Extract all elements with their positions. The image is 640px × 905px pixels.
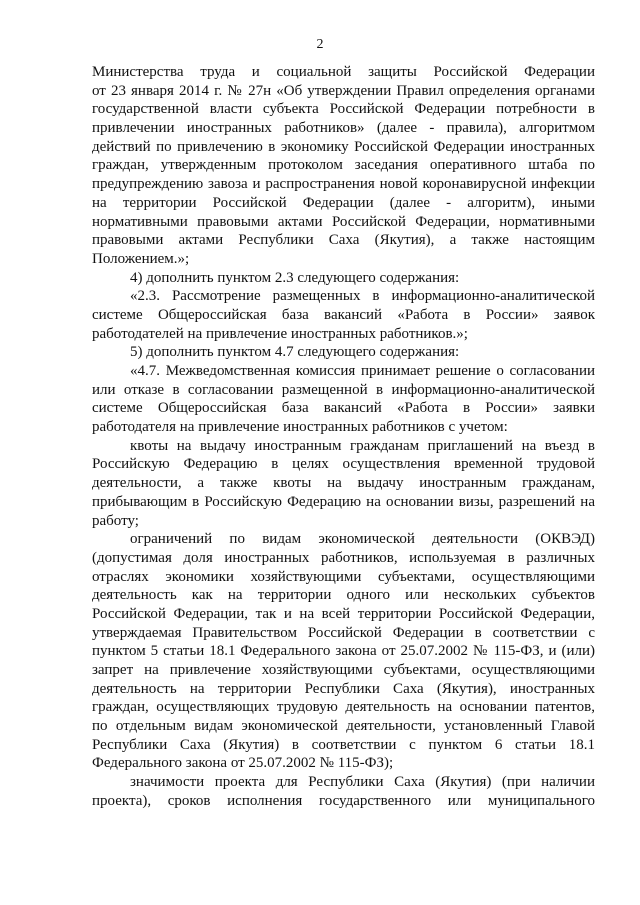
text-line: отраслях экономики хозяйствующими субъектами, осуществляющими (92, 568, 595, 585)
text-line: пунктом 5 статьи 18.1 Федерального закона от 25.07.2002 № 115-ФЗ, и (или) (92, 643, 595, 660)
text-line: квоты на выдачу иностранным гражданам приглашений на въезд в (130, 437, 595, 454)
text-line: от 23 января 2014 г. № 27н «Об утверждении Правил определения органами (92, 82, 595, 99)
text-line: нормативными правовыми актами Российской Федерации, нормативными (92, 213, 595, 230)
text-line: Положением.»; (92, 250, 190, 267)
text-line: утверждаемая Правительством Российской Федерации в соответствии с (92, 624, 595, 641)
document-body (92, 63, 595, 811)
text-line: работу; (92, 512, 139, 529)
text-line: или отказе в согласовании размещенной в информационно-аналитической (92, 381, 595, 398)
text-line: системе Общероссийская база вакансий «Работа в России» заявки (92, 400, 595, 417)
text-line: предупреждению завоза и распространения новой коронавирусной инфекции (92, 176, 595, 193)
text-line: Российской Федерации, так и на всей территории Российской Федерации, (92, 605, 595, 622)
text-line: (допустимая доля иностранных работников, используемая в различных (92, 549, 595, 566)
text-line: Федерального закона от 25.07.2002 № 115-ФЗ); (92, 755, 394, 772)
text-line: значимости проекта для Республики Саха (Якутия) (при наличии (130, 774, 595, 791)
text-line: ограничений по видам экономической деятельности (ОКВЭД) (130, 531, 595, 548)
text-line: правовыми актами Республики Саха (Якутия), а также настоящим (92, 232, 595, 249)
text-line: по отдельным видам экономической деятельности, установленный Главой (92, 718, 595, 735)
text-line: государственной власти субъекта Российской Федерации потребности в (92, 101, 595, 118)
text-line: проекта), сроков исполнения государственного или муниципального (92, 792, 595, 809)
text-line: работодателей на привлечение иностранных работников.»; (92, 325, 468, 342)
text-line: привлечении иностранных работников» (далее - правила), алгоритмом (92, 120, 595, 137)
text-line: прибывающим в Российскую Федерацию на основании визы, разрешений на (92, 493, 595, 510)
text-line: Российскую Федерацию в целях осуществления временной трудовой (92, 456, 595, 473)
text-line: «4.7. Межведомственная комиссия принимает решение о согласовании (130, 363, 595, 379)
text-line: Республики Саха (Якутия) в соответствии с пунктом 6 статьи 18.1 (92, 736, 595, 753)
page-number: 2 (316, 37, 324, 52)
text-line: деятельности, а также квоты на выдачу иностранным гражданам, (92, 475, 595, 492)
text-line: запрет на привлечение хозяйствующими субъектами, осуществляющими (92, 662, 595, 678)
text-line: системе Общероссийская база вакансий «Работа в России» заявок (92, 306, 595, 323)
text-line: граждан, осуществляющих трудовую деятельность на основании патентов, (92, 699, 595, 716)
text-line: действий по привлечению в экономику Российской Федерации иностранных (92, 138, 595, 155)
text-line: деятельность на территории Республики Саха (Якутия), иностранных (92, 680, 595, 697)
text-line: деятельность как на территории одного или нескольких субъектов (92, 587, 595, 604)
text-line: работодателя на привлечение иностранных работников с учетом: (92, 419, 508, 436)
text-line: граждан, утвержденным протоколом заседания оперативного штаба по (92, 157, 595, 174)
text-line: «2.3. Рассмотрение размещенных в информационно-аналитической (130, 288, 595, 305)
text-line: Министерства труда и социальной защиты Российской Федерации (92, 64, 595, 80)
text-line: 5) дополнить пунктом 4.7 следующего содержания: (130, 344, 460, 361)
text-line: 4) дополнить пунктом 2.3 следующего содержания: (130, 269, 460, 286)
text-line: на территории Российской Федерации (далее - алгоритм), иными (92, 194, 595, 211)
